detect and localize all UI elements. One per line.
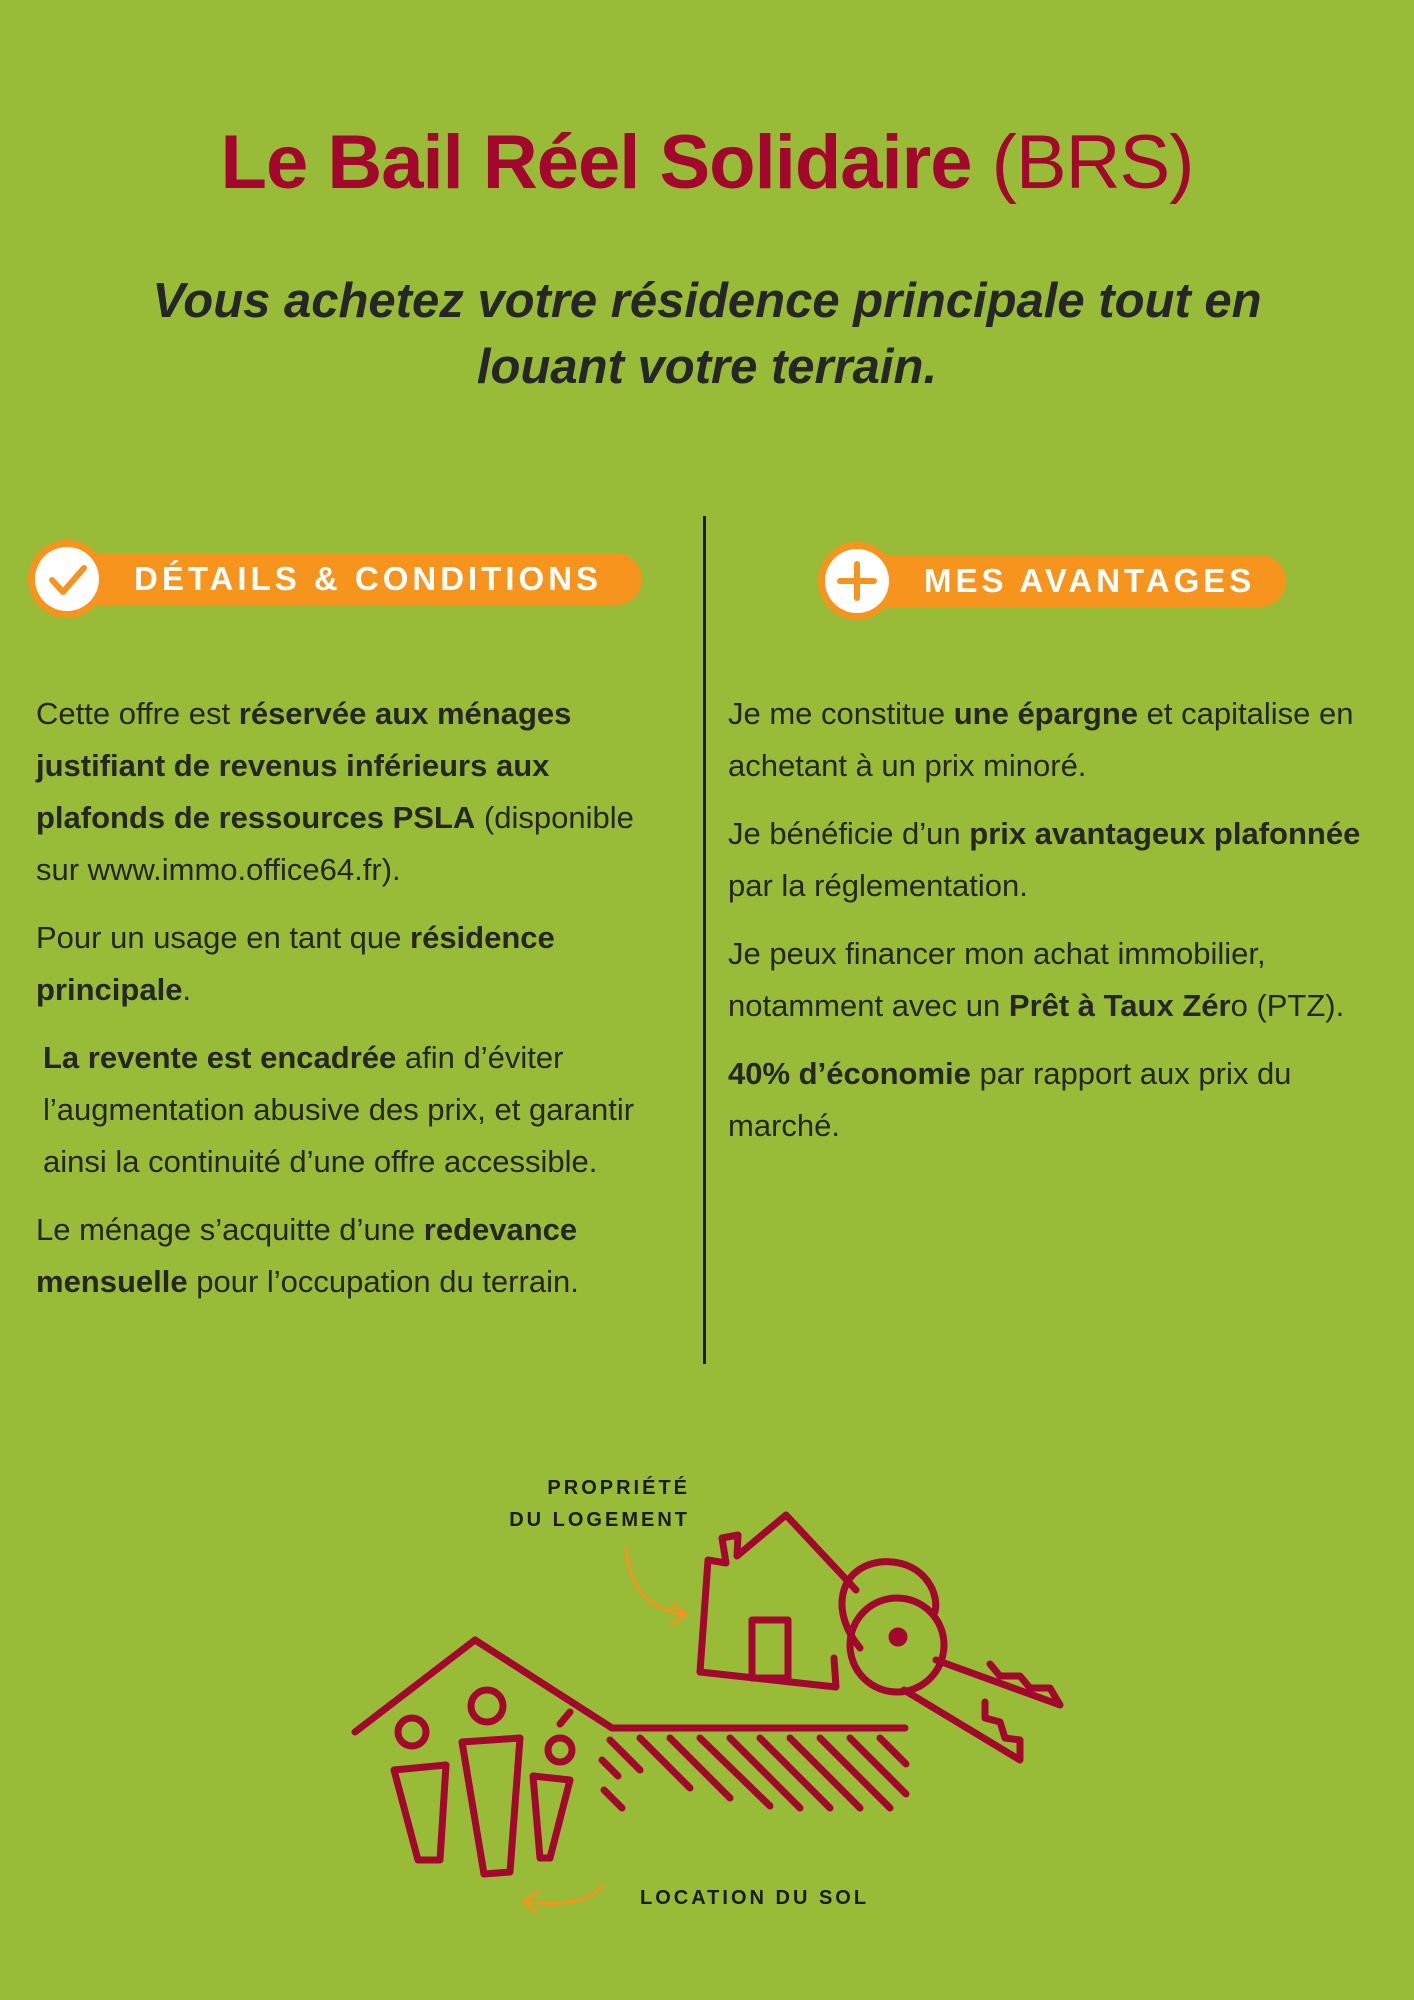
- details-paragraph-3: La revente est encadrée afin d’éviter l’augmentation abusive des prix, et garantir ainsi la continuité d’une offre accessible.: [43, 1040, 635, 1179]
- mes-avantages-label: MES AVANTAGES: [924, 562, 1256, 599]
- caption-property: PROPRIÉTÉ DU LOGEMENT: [509, 1477, 690, 1531]
- advantages-paragraph-3: Je peux financer mon achat immobilier, notamment avec un Prêt à Taux Zéro (PTZ).: [728, 936, 1345, 1023]
- subtitle-line-1: Vous achetez votre résidence principale tout en: [152, 274, 1262, 328]
- land-hatching: [602, 1738, 906, 1808]
- advantages-paragraph-4: 40% d’économie par rapport aux prix du marché.: [728, 1056, 1292, 1143]
- details-paragraph-1: Cette offre est réservée aux ménages justifiant de revenus inférieurs aux plafonds de ressources PSLA (disponible sur www.immo.office64.fr).: [36, 696, 634, 887]
- subtitle-line-2: louant votre terrain.: [476, 340, 938, 394]
- caption-land-rental: LOCATION DU SOL: [640, 1887, 870, 1909]
- title-acronym: (BRS): [991, 120, 1194, 205]
- details-conditions-label: DÉTAILS & CONDITIONS: [134, 560, 603, 597]
- advantages-paragraph-1: Je me constitue une épargne et capitalise en achetant à un prix minoré.: [728, 696, 1354, 783]
- house-keys-icon: [700, 1515, 1060, 1760]
- details-paragraph-4: Le ménage s’acquitte d’une redevance mensuelle pour l’occupation du terrain.: [36, 1212, 579, 1299]
- title-main: Le Bail Réel Solidaire: [220, 120, 972, 205]
- advantages-paragraph-2: Je bénéficie d’un prix avantageux plafonnée par la réglementation.: [728, 816, 1361, 903]
- details-paragraph-2: Pour un usage en tant que résidence principale.: [36, 920, 555, 1007]
